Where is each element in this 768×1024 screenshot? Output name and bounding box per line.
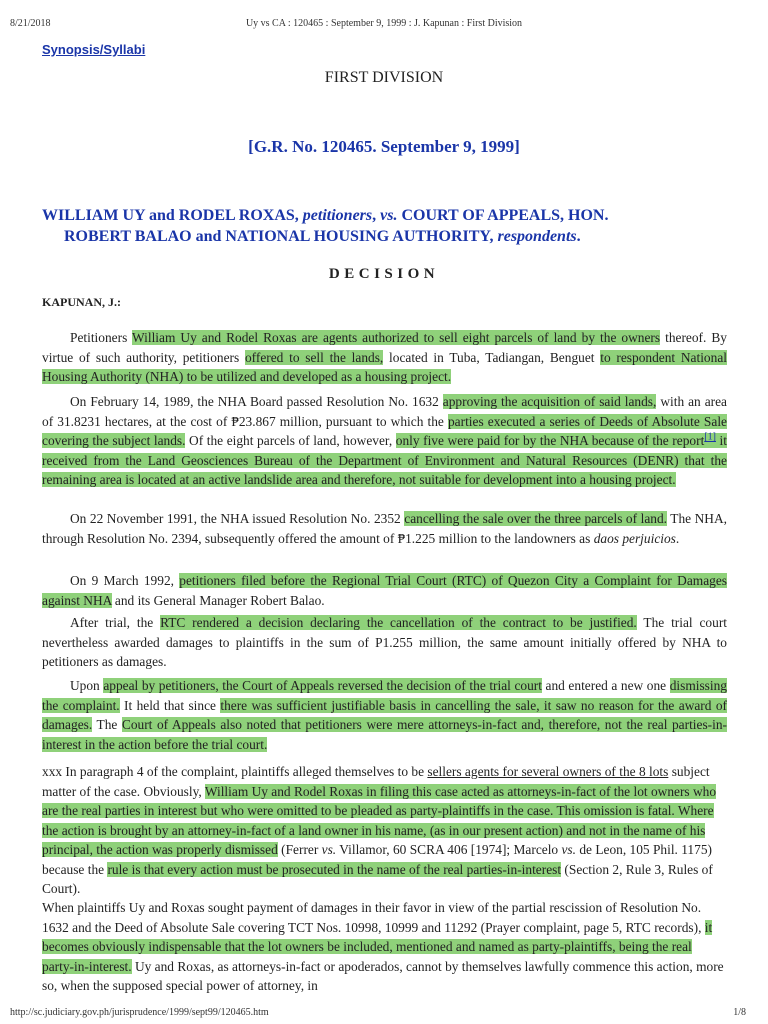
highlight: there was sufficient justifiable basis in cancelling the sale, it saw no reason for the award of damages. [42,697,727,732]
division-title: FIRST DIVISION [324,69,444,86]
synopsis-link[interactable]: Synopsis/Syllabi [42,42,146,57]
highlight: cancelling the sale over the three parcels of land. [404,511,668,526]
respondents-line1: COURT OF APPEALS, HON. [401,207,609,224]
highlight: petitioners filed before the Regional Trial Court (RTC) of Quezon City a Complaint for Damages against NHA [42,573,727,608]
highlight: to respondent National Housing Authority (NHA) to be utilized and developed as a housing project. [42,349,727,384]
case-parties: WILLIAM UY and RODEL ROXAS, petitioners, vs. COURT OF APPEALS, HON. ROBERT BALAO and NATIONAL HOUSING AUTHORITY, respondents. [42,207,609,245]
petitioners-names: WILLIAM UY and RODEL ROXAS, [42,207,299,224]
paragraph-3: On 22 November 1991, the NHA issued Resolution No. 2352 cancelling the sale over the three parcels of land. The NHA, through Resolution No. 2394, subsequently offered the amount of ₱1.225 million to the landowners as daos perjuicios. [42,511,727,546]
highlight: William Uy and Rodel Roxas are agents authorized to sell eight parcels of land by the owners [132,330,661,345]
print-page-number: 1/8 [733,1007,746,1018]
respondents-label: respondents [497,228,577,245]
print-header-title: Uy vs CA : 120465 : September 9, 1999 : J. Kapunan : First Division [245,18,523,29]
highlight: it becomes obviously indispensable that the lot owners be included, mentioned and named as party-plaintiffs, being the real party-in-interest. [42,919,713,974]
print-date: 8/21/2018 [10,18,51,29]
highlight: Court of Appeals also noted that petitioners were mere attorneys-in-fact and, therefore, not the real parties-in-interest in the action before the trial court. [42,717,728,752]
highlight: RTC rendered a decision declaring the cancellation of the contract to be justified. [160,615,637,630]
highlight: appeal by petitioners, the Court of Appeals reversed the decision of the trial court [103,678,542,693]
quoted-block-2: When plaintiffs Uy and Roxas sought payment of damages in their favor in view of the partial rescission of Resolution No. 1632 and the Deed of Absolute Sale covering TCT Nos. 10998, 10999 and 11292 (Prayer complaint, page 5, RTC records), it becomes obviously indispensable that the lot owners be included, mentioned and named as party-plaintiffs, being the real party-in-interest. Uy and Roxas, as attorneys-in-fact or apoderados, cannot by themselves lawfully commence this action, more so, when the supposed special power of attorney, in [42,900,724,993]
paragraph-2: On February 14, 1989, the NHA Board passed Resolution No. 1632 approving the acquisition of said lands, with an area of 31.8231 hectares, at the cost of ₱23.867 million, pursuant to which the parties executed a series of Deeds of Absolute Sale covering the subject lands. Of the eight parcels of land, however, only five were paid for by the NHA because of the report[1] it received from the Land Geosciences Bureau of the Department of Environment and Natural Resources (DENR) that the remaining area is located at an active landslide area and therefore, not suitable for development into a housing project. [42,394,728,487]
vs-label: vs. [380,207,398,224]
decision-heading: DECISION [328,266,440,282]
highlight: only five were paid for by the NHA because of the report[1] it received from the Land Geosciences Bureau of the Department of Environment and Natural Resources (DENR) that the remaining area is located at an active landslide area and therefore, not suitable for development into a housing project. [42,431,727,487]
paragraph-4: On 9 March 1992, petitioners filed before the Regional Trial Court (RTC) of Quezon City a Complaint for Damages against NHA and its General Manager Robert Balao. [42,573,727,608]
ponente: KAPUNAN, J.: [42,295,121,309]
highlight: parties executed a series of Deeds of Absolute Sale covering the subject lands. [42,413,727,448]
highlight: approving the acquisition of said lands, [442,394,657,409]
petitioners-label: petitioners [302,207,373,224]
paragraph-5: After trial, the RTC rendered a decision declaring the cancellation of the contract to be justified. The trial court nevertheless awarded damages to plaintiffs in the sum of P1.255 million, the same amount initially offered by NHA to petitioners as damages. [42,615,727,669]
highlight: William Uy and Rodel Roxas in filing this case acted as attorneys-in-fact of the lot owners who are the real parties in interest but who were omitted to be pleaded as party-plaintiffs in the case. This omission is fatal. Where the action is brought by an attorney-in-fact of a land owner in his name, (as in our present action) and not in the name of his principal, the action was properly dismissed [42,783,717,857]
gr-number: [G.R. No. 120465. September 9, 1999] [248,137,520,156]
paragraph-1: Petitioners William Uy and Rodel Roxas are agents authorized to sell eight parcels of land by the owners thereof. By virtue of such authority, petitioners offered to sell the lands, located in Tuba, Tadiangan, Benguet to respondent National Housing Authority (NHA) to be utilized and developed as a housing project. [42,330,728,384]
highlight: offered to sell the lands, [244,349,384,365]
quoted-block-1: xxx In paragraph 4 of the complaint, plaintiffs alleged themselves to be sellers agents for several owners of the 8 lots subject matter of the case. Obviously, William Uy and Rodel Roxas in filing this case acted as attorneys-in-fact of the lot owners who are the real parties in interest but who were omitted to be pleaded as party-plaintiffs in the case. This omission is fatal. Where the action is brought by an attorney-in-fact of a land owner in his name, (as in our present action) and not in the name of his principal, the action was properly dismissed (Ferrer vs. Villamor, 60 SCRA 406 [1974]; Marcelo vs. de Leon, 105 Phil. 1175) because the rule is that every action must be prosecuted in the name of the real parties-in-interest (Section 2, Rule 3, Rules of Court). [42,764,717,896]
print-footer-url: http://sc.judiciary.gov.ph/jurisprudence/1999/sept99/120465.htm [10,1007,269,1018]
paragraph-6: Upon appeal by petitioners, the Court of Appeals reversed the decision of the trial court and entered a new one dismissing the complaint. It held that since there was sufficient justifiable basis in cancelling the sale, it saw no reason for the award of damages. The Court of Appeals also noted that petitioners were mere attorneys-in-fact and, therefore, not the real parties-in-interest in the action before the trial court. [42,678,728,752]
footnote-link[interactable]: [1] [704,431,716,443]
highlight: rule is that every action must be prosecuted in the name of the real parties-in-interest [107,861,562,877]
underlined-text: sellers agents for several owners of the 8 lots [427,764,669,779]
respondents-line2: ROBERT BALAO and NATIONAL HOUSING AUTHORITY, [64,228,494,245]
highlight: dismissing the complaint. [42,678,727,713]
